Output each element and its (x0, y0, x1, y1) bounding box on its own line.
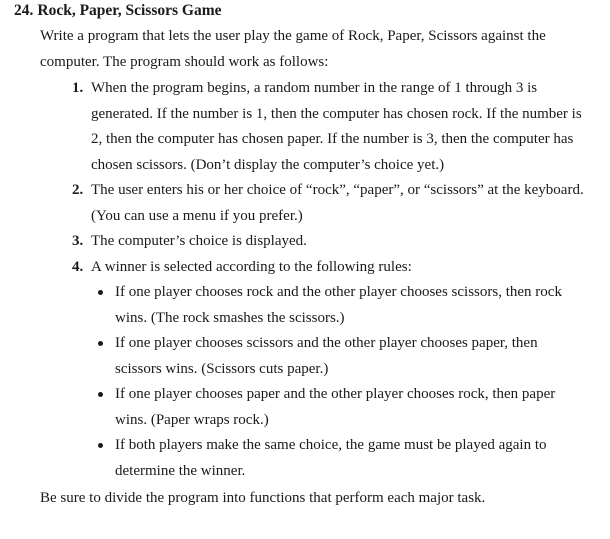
step-text: When the program begins, a random number in the range of 1 through 3 is generated. If the number is 1, then the computer has chosen rock. If the number is 2, then the computer has chosen paper. If the number is 3, then the computer has chosen scissors. (Don’t display the computer’s choice yet.) (91, 80, 582, 173)
rule-item (98, 331, 578, 382)
rule-text: If both players make the same choice, the game must be played again to determine the winner. (115, 437, 547, 479)
bullet-icon (98, 341, 103, 346)
step-marker: 2. (72, 182, 84, 198)
step-marker: 3. (72, 233, 84, 249)
exercise-number: 24. (14, 2, 34, 19)
bullet-icon (98, 290, 103, 295)
step-item (72, 255, 592, 485)
step-marker: 4. (72, 258, 84, 275)
step-item (72, 76, 592, 178)
bullet-icon (98, 392, 103, 397)
rule-item (98, 382, 578, 433)
intro-paragraph: Write a program that lets the user play the game of Rock, Paper, Scissors against the computer. The program should work as follows: (40, 28, 546, 70)
step-text: A winner is selected according to the following rules: (91, 258, 412, 275)
rules-list (98, 280, 578, 484)
rule-item (98, 433, 578, 484)
step-text: The user enters his or her choice of “rock”, “paper”, or “scissors” at the keyboard. (You can use a menu if you prefer.) (91, 182, 584, 224)
bullet-icon (98, 443, 103, 448)
rule-text: If one player chooses scissors and the other player chooses paper, then scissors wins. (Scissors cuts paper.) (115, 335, 538, 377)
steps-list (72, 76, 592, 484)
step-marker: 1. (72, 80, 84, 96)
exercise-heading (14, 0, 222, 22)
exercise-title: Rock, Paper, Scissors Game (37, 2, 222, 19)
step-item (72, 229, 592, 255)
step-item (72, 178, 592, 229)
rule-item (98, 280, 578, 331)
rule-text: If one player chooses paper and the other player chooses rock, then paper wins. (Paper wraps rock.) (115, 386, 556, 428)
step-text: The computer’s choice is displayed. (91, 233, 307, 249)
closing-paragraph: Be sure to divide the program into functions that perform each major task. (40, 490, 486, 506)
rule-text: If one player chooses rock and the other player chooses scissors, then rock wins. (The rock smashes the scissors.) (115, 284, 562, 326)
